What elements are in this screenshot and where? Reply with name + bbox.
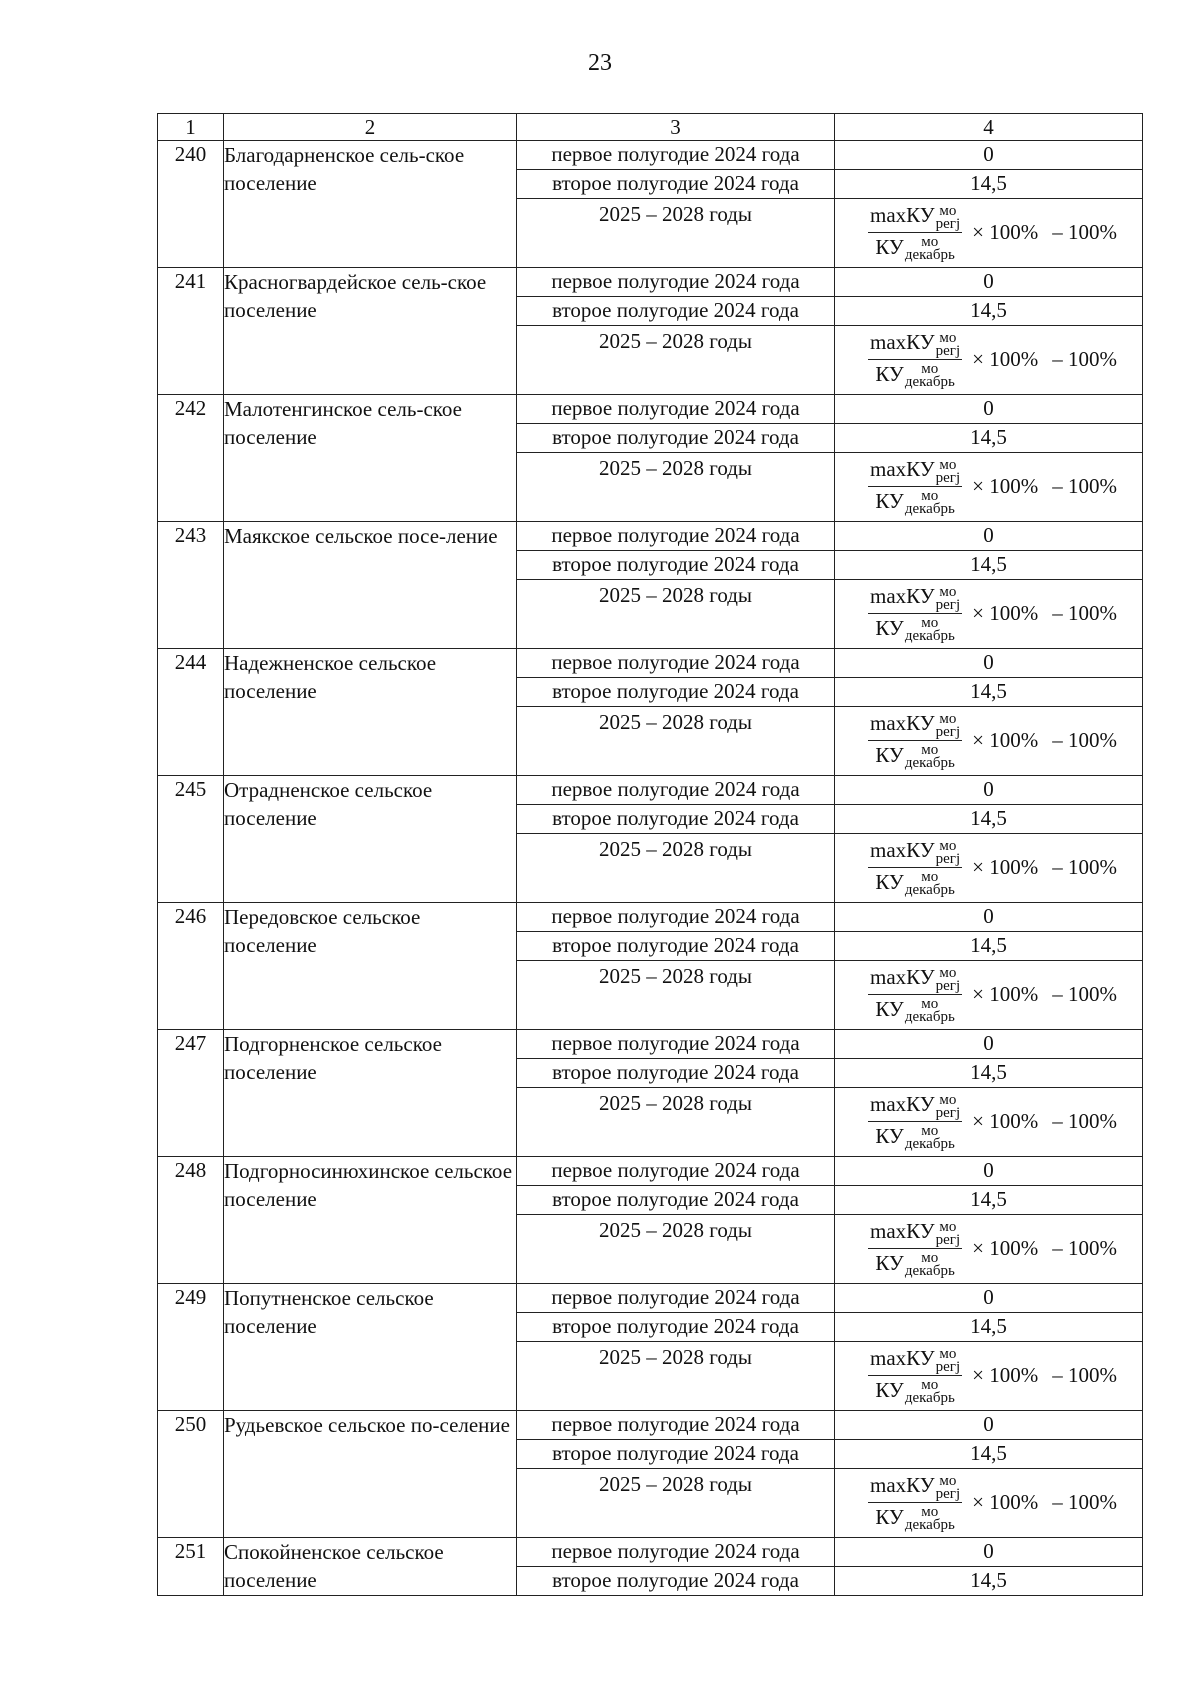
numerator-text: maxКУ [870, 1473, 935, 1498]
formula-multiplier: × 100% [972, 1236, 1039, 1260]
table-row [158, 903, 1143, 932]
denominator-indices [904, 360, 955, 390]
value-first-half: 0 [835, 522, 1143, 551]
settlement-name: Подгорносинюхинское сельское поселение [224, 1157, 517, 1284]
formula-numerator [868, 456, 962, 486]
formula-denominator [873, 995, 956, 1024]
denominator-indices [904, 487, 955, 517]
formula-fraction [868, 202, 962, 261]
numerator-subscript: регj [935, 469, 961, 486]
row-number: 250 [158, 1411, 224, 1538]
denominator-subscript: декабрь [904, 246, 955, 263]
denominator-superscript: мо [921, 995, 939, 1012]
denominator-indices [904, 1249, 955, 1279]
value-first-half: 0 [835, 649, 1143, 678]
period-second-half: второе полугодие 2024 года [517, 170, 835, 199]
denominator-text: КУ [875, 1250, 904, 1275]
denominator-text: КУ [875, 234, 904, 259]
numerator-subscript: регj [935, 1104, 961, 1121]
period-2025-2028: 2025 – 2028 годы [517, 707, 835, 776]
denominator-superscript: мо [921, 233, 939, 250]
settlement-name: Красногвардейское сель-ское поселение [224, 268, 517, 395]
table-row [158, 395, 1143, 424]
numerator-subscript: регj [935, 342, 961, 359]
numerator-subscript: регj [935, 1485, 961, 1502]
numerator-subscript: регj [935, 596, 961, 613]
period-second-half: второе полугодие 2024 года [517, 805, 835, 834]
denominator-indices [904, 868, 955, 898]
settlement-name: Маякское сельское посе-ление [224, 522, 517, 649]
numerator-indices [935, 329, 961, 359]
period-first-half: первое полугодие 2024 года [517, 776, 835, 805]
value-first-half: 0 [835, 1157, 1143, 1186]
denominator-subscript: декабрь [904, 754, 955, 771]
denominator-text: КУ [875, 488, 904, 513]
value-second-half: 14,5 [835, 170, 1143, 199]
value-second-half: 14,5 [835, 805, 1143, 834]
formula-minus: – 100% [1052, 728, 1117, 752]
value-formula [835, 707, 1143, 776]
denominator-superscript: мо [921, 868, 939, 885]
period-first-half: первое полугодие 2024 года [517, 903, 835, 932]
growth-formula [835, 580, 1142, 646]
period-second-half: второе полугодие 2024 года [517, 678, 835, 707]
denominator-indices [904, 1503, 955, 1533]
page-number: 23 [588, 50, 612, 76]
denominator-text: КУ [875, 869, 904, 894]
formula-numerator [868, 710, 962, 740]
numerator-subscript: регj [935, 1358, 961, 1375]
numerator-text: maxКУ [870, 203, 935, 228]
settlement-name: Подгорненское сельское поселение [224, 1030, 517, 1157]
table-row [158, 649, 1143, 678]
value-first-half: 0 [835, 1030, 1143, 1059]
period-2025-2028: 2025 – 2028 годы [517, 961, 835, 1030]
period-first-half: первое полугодие 2024 года [517, 395, 835, 424]
denominator-superscript: мо [921, 741, 939, 758]
period-2025-2028: 2025 – 2028 годы [517, 1088, 835, 1157]
period-2025-2028: 2025 – 2028 годы [517, 453, 835, 522]
denominator-indices [904, 1376, 955, 1406]
formula-minus: – 100% [1052, 474, 1117, 498]
denominator-subscript: декабрь [904, 1135, 955, 1152]
value-second-half: 14,5 [835, 1440, 1143, 1469]
table-row [158, 1284, 1143, 1313]
value-formula [835, 1215, 1143, 1284]
denominator-indices [904, 233, 955, 263]
numerator-indices [935, 964, 961, 994]
period-first-half: первое полугодие 2024 года [517, 1157, 835, 1186]
formula-multiplier: × 100% [972, 220, 1039, 244]
value-first-half: 0 [835, 1538, 1143, 1567]
settlement-name: Спокойненское сельское поселение [224, 1538, 517, 1596]
row-number: 249 [158, 1284, 224, 1411]
formula-fraction [868, 1091, 962, 1150]
growth-formula [835, 326, 1142, 392]
period-2025-2028: 2025 – 2028 годы [517, 1342, 835, 1411]
denominator-text: КУ [875, 996, 904, 1021]
period-second-half: второе полугодие 2024 года [517, 1186, 835, 1215]
denominator-subscript: декабрь [904, 1516, 955, 1533]
denominator-indices [904, 741, 955, 771]
denominator-indices [904, 1122, 955, 1152]
value-first-half: 0 [835, 395, 1143, 424]
row-number: 246 [158, 903, 224, 1030]
column-header-3: 3 [517, 114, 835, 141]
table-row [158, 268, 1143, 297]
formula-numerator [868, 837, 962, 867]
period-2025-2028: 2025 – 2028 годы [517, 580, 835, 649]
denominator-subscript: декабрь [904, 500, 955, 517]
period-second-half: второе полугодие 2024 года [517, 424, 835, 453]
numerator-text: maxКУ [870, 711, 935, 736]
period-2025-2028: 2025 – 2028 годы [517, 326, 835, 395]
numerator-text: maxКУ [870, 965, 935, 990]
denominator-superscript: мо [921, 1503, 939, 1520]
formula-denominator [873, 614, 956, 643]
row-number: 243 [158, 522, 224, 649]
denominator-text: КУ [875, 1377, 904, 1402]
value-second-half: 14,5 [835, 1567, 1143, 1596]
period-first-half: первое полугодие 2024 года [517, 141, 835, 170]
table-row [158, 1157, 1143, 1186]
formula-multiplier: × 100% [972, 347, 1039, 371]
numerator-text: maxКУ [870, 1219, 935, 1244]
row-number: 248 [158, 1157, 224, 1284]
numerator-superscript: мо [939, 1472, 957, 1489]
row-number: 244 [158, 649, 224, 776]
denominator-text: КУ [875, 361, 904, 386]
period-first-half: первое полугодие 2024 года [517, 1538, 835, 1567]
denominator-indices [904, 614, 955, 644]
denominator-subscript: декабрь [904, 1389, 955, 1406]
formula-fraction [868, 837, 962, 896]
denominator-subscript: декабрь [904, 373, 955, 390]
row-number: 242 [158, 395, 224, 522]
numerator-superscript: мо [939, 1345, 957, 1362]
numerator-superscript: мо [939, 837, 957, 854]
formula-multiplier: × 100% [972, 474, 1039, 498]
denominator-text: КУ [875, 615, 904, 640]
period-second-half: второе полугодие 2024 года [517, 1440, 835, 1469]
formula-numerator [868, 964, 962, 994]
numerator-superscript: мо [939, 710, 957, 727]
growth-formula [835, 834, 1142, 900]
settlement-name: Благодарненское сель-ское поселение [224, 141, 517, 268]
formula-fraction [868, 1345, 962, 1404]
formula-minus: – 100% [1052, 1109, 1117, 1133]
numerator-superscript: мо [939, 964, 957, 981]
numerator-indices [935, 1218, 961, 1248]
formula-numerator [868, 1091, 962, 1121]
formula-fraction [868, 964, 962, 1023]
formula-numerator [868, 583, 962, 613]
growth-formula [835, 1215, 1142, 1281]
value-second-half: 14,5 [835, 678, 1143, 707]
denominator-subscript: декабрь [904, 627, 955, 644]
formula-denominator [873, 1122, 956, 1151]
formula-fraction [868, 583, 962, 642]
formula-fraction [868, 1472, 962, 1531]
formula-multiplier: × 100% [972, 1363, 1039, 1387]
numerator-superscript: мо [939, 456, 957, 473]
table-row [158, 1030, 1143, 1059]
growth-formula [835, 453, 1142, 519]
numerator-text: maxКУ [870, 838, 935, 863]
period-second-half: второе полугодие 2024 года [517, 1567, 835, 1596]
numerator-indices [935, 710, 961, 740]
formula-numerator [868, 1472, 962, 1502]
settlement-name: Попутненское сельское поселение [224, 1284, 517, 1411]
value-formula [835, 326, 1143, 395]
numerator-superscript: мо [939, 583, 957, 600]
formula-multiplier: × 100% [972, 982, 1039, 1006]
numerator-indices [935, 456, 961, 486]
numerator-indices [935, 1472, 961, 1502]
value-first-half: 0 [835, 776, 1143, 805]
value-formula [835, 834, 1143, 903]
value-second-half: 14,5 [835, 1186, 1143, 1215]
value-formula [835, 580, 1143, 649]
row-number: 241 [158, 268, 224, 395]
numerator-indices [935, 583, 961, 613]
numerator-subscript: регj [935, 977, 961, 994]
column-header-1: 1 [158, 114, 224, 141]
period-first-half: первое полугодие 2024 года [517, 522, 835, 551]
formula-numerator [868, 1218, 962, 1248]
period-2025-2028: 2025 – 2028 годы [517, 1469, 835, 1538]
denominator-superscript: мо [921, 487, 939, 504]
formula-fraction [868, 456, 962, 515]
denominator-text: КУ [875, 742, 904, 767]
formula-numerator [868, 202, 962, 232]
period-first-half: первое полугодие 2024 года [517, 1030, 835, 1059]
numerator-superscript: мо [939, 1091, 957, 1108]
value-first-half: 0 [835, 268, 1143, 297]
value-first-half: 0 [835, 141, 1143, 170]
numerator-indices [935, 1345, 961, 1375]
value-second-half: 14,5 [835, 1313, 1143, 1342]
value-formula [835, 453, 1143, 522]
table-row [158, 1411, 1143, 1440]
numerator-superscript: мо [939, 202, 957, 219]
period-first-half: первое полугодие 2024 года [517, 1284, 835, 1313]
denominator-superscript: мо [921, 614, 939, 631]
denominator-superscript: мо [921, 1376, 939, 1393]
period-second-half: второе полугодие 2024 года [517, 551, 835, 580]
growth-formula [835, 1469, 1142, 1535]
denominator-text: КУ [875, 1123, 904, 1148]
period-2025-2028: 2025 – 2028 годы [517, 1215, 835, 1284]
value-second-half: 14,5 [835, 424, 1143, 453]
formula-denominator [873, 233, 956, 262]
denominator-superscript: мо [921, 1122, 939, 1139]
period-second-half: второе полугодие 2024 года [517, 1313, 835, 1342]
formula-minus: – 100% [1052, 1363, 1117, 1387]
value-formula [835, 961, 1143, 1030]
growth-formula [835, 199, 1142, 265]
table-body [158, 114, 1143, 1596]
period-2025-2028: 2025 – 2028 годы [517, 199, 835, 268]
settlement-name: Рудьевское сельское по-селение [224, 1411, 517, 1538]
formula-minus: – 100% [1052, 855, 1117, 879]
numerator-text: maxКУ [870, 1346, 935, 1371]
value-second-half: 14,5 [835, 1059, 1143, 1088]
numerator-indices [935, 1091, 961, 1121]
value-formula [835, 1469, 1143, 1538]
numerator-subscript: регj [935, 850, 961, 867]
formula-minus: – 100% [1052, 1236, 1117, 1260]
numerator-text: maxКУ [870, 584, 935, 609]
table-row [158, 141, 1143, 170]
value-second-half: 14,5 [835, 551, 1143, 580]
period-first-half: первое полугодие 2024 года [517, 649, 835, 678]
settlement-name: Передовское сельское поселение [224, 903, 517, 1030]
settlement-name: Отрадненское сельское поселение [224, 776, 517, 903]
formula-minus: – 100% [1052, 1490, 1117, 1514]
numerator-superscript: мо [939, 329, 957, 346]
growth-formula [835, 961, 1142, 1027]
row-number: 245 [158, 776, 224, 903]
period-2025-2028: 2025 – 2028 годы [517, 834, 835, 903]
denominator-indices [904, 995, 955, 1025]
formula-minus: – 100% [1052, 601, 1117, 625]
formula-fraction [868, 1218, 962, 1277]
growth-formula [835, 1342, 1142, 1408]
table-row [158, 522, 1143, 551]
column-header-2: 2 [224, 114, 517, 141]
formula-numerator [868, 1345, 962, 1375]
period-first-half: первое полугодие 2024 года [517, 1411, 835, 1440]
header-row [158, 114, 1143, 141]
value-formula [835, 1342, 1143, 1411]
formula-denominator [873, 360, 956, 389]
numerator-subscript: регj [935, 215, 961, 232]
formula-numerator [868, 329, 962, 359]
numerator-text: maxКУ [870, 457, 935, 482]
denominator-subscript: декабрь [904, 881, 955, 898]
formula-denominator [873, 487, 956, 516]
row-number: 251 [158, 1538, 224, 1596]
formula-multiplier: × 100% [972, 1490, 1039, 1514]
numerator-indices [935, 837, 961, 867]
formula-denominator [873, 1503, 956, 1532]
value-second-half: 14,5 [835, 932, 1143, 961]
denominator-text: КУ [875, 1504, 904, 1529]
numerator-indices [935, 202, 961, 232]
value-first-half: 0 [835, 1411, 1143, 1440]
growth-formula [835, 1088, 1142, 1154]
row-number: 247 [158, 1030, 224, 1157]
row-number: 240 [158, 141, 224, 268]
formula-multiplier: × 100% [972, 728, 1039, 752]
period-second-half: второе полугодие 2024 года [517, 932, 835, 961]
formula-fraction [868, 710, 962, 769]
value-formula [835, 1088, 1143, 1157]
growth-formula [835, 707, 1142, 773]
numerator-subscript: регj [935, 723, 961, 740]
period-first-half: первое полугодие 2024 года [517, 268, 835, 297]
formula-multiplier: × 100% [972, 855, 1039, 879]
numerator-superscript: мо [939, 1218, 957, 1235]
settlement-name: Надежненское сельское поселение [224, 649, 517, 776]
numerator-text: maxКУ [870, 1092, 935, 1117]
rates-table [157, 113, 1143, 1596]
formula-denominator [873, 741, 956, 770]
formula-fraction [868, 329, 962, 388]
numerator-text: maxКУ [870, 330, 935, 355]
formula-minus: – 100% [1052, 220, 1117, 244]
period-second-half: второе полугодие 2024 года [517, 297, 835, 326]
formula-minus: – 100% [1052, 982, 1117, 1006]
formula-multiplier: × 100% [972, 1109, 1039, 1133]
denominator-superscript: мо [921, 1249, 939, 1266]
value-formula [835, 199, 1143, 268]
value-second-half: 14,5 [835, 297, 1143, 326]
table-row [158, 1538, 1143, 1567]
table-row [158, 776, 1143, 805]
formula-denominator [873, 1376, 956, 1405]
value-first-half: 0 [835, 1284, 1143, 1313]
column-header-4: 4 [835, 114, 1143, 141]
denominator-superscript: мо [921, 360, 939, 377]
numerator-subscript: регj [935, 1231, 961, 1248]
formula-denominator [873, 868, 956, 897]
formula-minus: – 100% [1052, 347, 1117, 371]
formula-multiplier: × 100% [972, 601, 1039, 625]
formula-denominator [873, 1249, 956, 1278]
denominator-subscript: декабрь [904, 1262, 955, 1279]
period-second-half: второе полугодие 2024 года [517, 1059, 835, 1088]
value-first-half: 0 [835, 903, 1143, 932]
denominator-subscript: декабрь [904, 1008, 955, 1025]
settlement-name: Малотенгинское сель-ское поселение [224, 395, 517, 522]
